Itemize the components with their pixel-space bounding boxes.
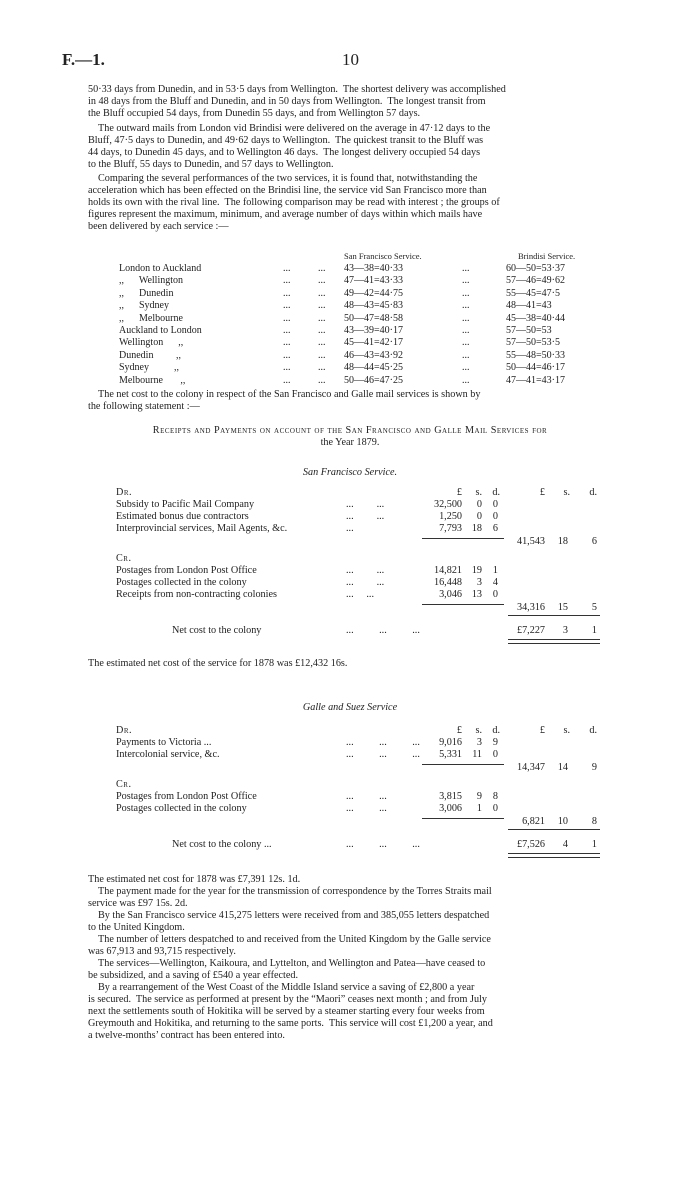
text-line: to the United Kingdom. [88,922,185,933]
item-label: Estimated bonus due contractors [116,511,249,522]
debit-row [0,499,700,511]
text-line: is secured. The service as performed at present by the “Maori” ceases next month ; and from July [88,994,487,1005]
net-double-rule [508,639,600,644]
total-pence: 9 [591,762,597,773]
credit-row [0,577,700,589]
item-shillings: 9 [476,791,482,802]
account-header-row [0,487,700,499]
comparison-br: 45—38=40·44 [506,312,565,324]
comparison-row [0,263,700,275]
text-line: The number of letters despatched to and received from the United Kingdom by the Galle service [98,934,491,945]
comparison-sf: 45—41=42·17 [344,337,403,349]
leader-dots: ... ... [346,791,387,802]
total-pounds: 34,316 [516,602,545,613]
leader-dots: ... [346,523,354,534]
leader-dots: ... [462,374,470,386]
item-pence: 1 [492,565,498,576]
comparison-row [0,337,700,349]
comparison-sf: 46—43=43·92 [344,349,403,361]
item-shillings: 3 [476,737,482,748]
comparison-br: 57—50=53·5 [506,337,560,349]
comparison-route: Dunedin ,, [119,349,181,361]
text-line: Bluff, 47·5 days to Dunedin, and 49·62 days to Wellington. The quickest transit to the Bluff was [88,135,484,146]
comparison-header [0,250,700,262]
leader-dots: ... [318,263,326,274]
leader-dots: ... ... [346,803,387,814]
comparison-sf: 43—38=40·33 [344,263,403,274]
text-line: the Bluff occupied 54 days, from Dunedin 55 days, and from Wellington 57 days. [88,108,421,119]
comparison-br: 50—44=46·17 [506,362,565,374]
text-line: in 48 days from the Bluff and Dunedin, and in 50 days from Wellington. The longest transit from [88,96,486,107]
pence-header: d. [492,487,500,498]
leader-dots: ... [462,287,470,299]
item-shillings: 0 [476,499,482,510]
leader-dots: ... ... ... [346,737,420,748]
receipts-title: Receipts and Payments on account of the San Francisco and Galle Mail Services for [152,425,548,436]
sf-estimate: The estimated net cost of the service for 1878 was £12,432 16s. [88,658,348,669]
item-label: Receipts from non-contracting colonies [116,589,277,600]
debit-row [0,523,700,535]
total-pence: 8 [591,816,597,827]
item-label: Postages collected in the colony [116,577,247,588]
leader-dots: ... ... ... [346,749,420,760]
debit-row [0,749,700,761]
total-rule [508,829,600,830]
debit-total-row [0,762,700,774]
leader-dots: ... [462,337,470,349]
pounds-header-total: £ [539,725,545,736]
shillings-header-total: s. [563,725,570,736]
total-pence: 6 [591,536,597,547]
item-pence: 0 [492,803,498,814]
total-rule [508,615,600,616]
credit-total-row [0,816,700,828]
comparison-sf: 48—43=45·83 [344,300,403,312]
leader-dots: ... [318,337,326,349]
comparison-br: 48—41=43 [506,300,552,312]
text-line: service was £97 15s. 2d. [88,898,188,909]
leader-dots: ... [283,300,291,312]
text-line: 44 days, to Dunedin 45 days, and to Wellington 46 days. The longest delivery occupied 54 days [88,147,481,158]
debit-row [0,737,700,749]
text-line: By the San Francisco service 415,275 letters were received from and 385,055 letters despatched [98,910,490,921]
net-pounds: £7,227 [516,625,545,636]
pence-header-total: d. [589,487,597,498]
brindisi-column-header: Brindisi Service. [518,251,576,261]
cr-heading: Cr. [116,553,132,564]
leader-dots: ... [462,312,470,324]
total-pounds: 14,347 [516,762,545,773]
item-label: Payments to Victoria ... [116,737,212,748]
comparison-sf: 48—44=45·25 [344,362,403,374]
comparison-br: 55—48=50·33 [506,349,565,361]
total-pence: 5 [591,602,597,613]
item-pence: 0 [492,749,498,760]
total-shillings: 18 [557,536,568,547]
comparison-route: ,, Melbourne [119,312,183,324]
item-pence: 6 [492,523,498,534]
total-pounds: 41,543 [516,536,545,547]
leader-dots: ... [318,312,326,324]
sf-column-header: San Francisco Service. [344,251,422,261]
net-double-rule [508,853,600,858]
comparison-sf: 50—47=48·58 [344,312,403,324]
comparison-br: 57—50=53 [506,325,552,336]
net-cost-row [0,839,700,851]
leader-dots: ... [283,325,291,336]
comparison-route: London to Auckland [119,263,202,274]
series-code: F.—1. [62,50,105,69]
leader-dots: ... [318,349,326,361]
leader-dots: ... [283,287,291,299]
item-label: Postages from London Post Office [116,565,257,576]
net-pence: 1 [591,625,597,636]
dr-heading: Dr. [116,725,133,736]
comparison-br: 60—50=53·37 [506,263,565,274]
debit-total-row [0,536,700,548]
comparison-row [0,275,700,287]
item-pounds: 3,815 [439,791,462,802]
leader-dots: ... [462,300,470,312]
item-pounds: 7,793 [439,523,462,534]
comparison-row [0,325,700,337]
comparison-row [0,288,700,300]
leader-dots: ... ... ... [346,839,420,850]
item-pence: 8 [492,791,498,802]
comparison-row [0,375,700,387]
dr-heading: Dr. [116,487,133,498]
credit-row [0,803,700,815]
net-cost-row [0,625,700,637]
leader-dots: ... ... [346,499,385,510]
leader-dots: ... [283,337,291,349]
leader-dots: ... [283,374,291,386]
item-shillings: 11 [472,749,482,760]
leader-dots: ... [283,263,291,274]
sf-account-title: San Francisco Service. [302,467,398,478]
item-pence: 0 [492,499,498,510]
item-pounds: 14,821 [433,565,462,576]
net-label: Net cost to the colony [172,625,262,636]
text-line: holds its own with the rival line. The following comparison may be read with interest ; the groups of [88,197,500,208]
cr-heading-row [0,553,700,565]
comparison-route: Wellington ,, [119,337,184,349]
item-label: Interprovincial services, Mail Agents, &c. [116,523,288,534]
item-shillings: 19 [471,565,482,576]
comparison-route: Melbourne ,, [119,374,186,386]
cr-heading-row [0,779,700,791]
text-line: acceleration which has been effected on the Brindisi line, the service vid San Francisco more than [88,185,487,196]
total-shillings: 14 [557,762,568,773]
text-line: to the Bluff, 55 days to Dunedin, and 57 days to Wellington. [88,159,334,170]
item-pounds: 5,331 [439,749,462,760]
item-pounds: 9,016 [439,737,462,748]
cr-heading: Cr. [116,779,132,790]
text-line: was 67,913 and 93,715 respectively. [88,946,236,957]
comparison-sf: 47—41=43·33 [344,275,403,287]
comparison-row [0,300,700,312]
item-label: Subsidy to Pacific Mail Company [116,499,255,510]
comparison-br: 47—41=43·17 [506,374,565,386]
text-line: The services—Wellington, Kaikoura, and Lyttelton, and Wellington and Patea—have ceased to [98,958,486,969]
text-line: Greymouth and Hokitika, and returning to the same ports. This service will cost £1,200 a year, and [88,1018,493,1029]
shillings-header-total: s. [563,487,570,498]
leader-dots: ... [283,312,291,324]
comparison-br: 57—46=49·62 [506,275,565,287]
leader-dots: ... [462,275,470,287]
item-shillings: 1 [476,803,482,814]
text-line: The net cost to the colony in respect of the San Francisco and Galle mail services is shown by [98,389,481,400]
comparison-row [0,362,700,374]
text-line: a twelve-months’ contract has been entered into. [88,1030,285,1041]
leader-dots: ... ... [346,565,385,576]
leader-dots: ... ... [346,511,385,522]
item-pounds: 32,500 [433,499,462,510]
total-shillings: 10 [557,816,568,827]
pounds-header-total: £ [539,487,545,498]
leader-dots: ... [318,275,326,287]
item-shillings: 13 [471,589,482,600]
text-line: The estimated net cost for 1878 was £7,391 12s. 1d. [88,874,301,885]
credit-total-row [0,602,700,614]
pounds-header: £ [456,487,462,498]
leader-dots: ... [462,325,470,336]
comparison-row [0,313,700,325]
comparison-route: Sydney ,, [119,362,179,374]
item-label: Postages from London Post Office [116,791,257,802]
text-line: next the settlements south of Hokitika will be served by a steamer starting every four weeks from [88,1006,485,1017]
net-label: Net cost to the colony ... [172,839,272,850]
comparison-sf: 50—46=47·25 [344,374,403,386]
item-pounds: 3,046 [439,589,462,600]
debit-row [0,511,700,523]
text-line: The outward mails from London vid Brindisi were delivered on the average in 47·12 days to the [98,123,491,134]
text-line: Comparing the several performances of the two services, it is found that, notwithstanding the [98,173,478,184]
text-line: been delivered by each service :— [88,221,229,232]
net-shillings: 4 [562,839,568,850]
comparison-route: ,, Dunedin [119,287,174,299]
leader-dots: ... [318,362,326,374]
item-pence: 4 [492,577,498,588]
comparison-route: ,, Sydney [119,300,169,312]
net-shillings: 3 [562,625,568,636]
leader-dots: ... ... [346,589,375,600]
item-label: Intercolonial service, &c. [116,749,220,760]
leader-dots: ... [318,374,326,386]
comparison-sf: 43—39=40·17 [344,325,403,336]
comparison-route: ,, Wellington [119,275,184,287]
leader-dots: ... [283,362,291,374]
item-shillings: 3 [476,577,482,588]
item-pounds: 3,006 [439,803,462,814]
net-pence: 1 [591,839,597,850]
galle-account-title: Galle and Suez Service [302,702,398,713]
leader-dots: ... ... [346,577,385,588]
net-pounds: £7,526 [516,839,545,850]
text-line: The payment made for the year for the transmission of correspondence by the Torres Straits mail [98,886,492,897]
page-number: 10 [342,50,359,69]
comparison-br: 55—45=47·5 [506,287,560,299]
item-shillings: 18 [471,523,482,534]
item-label: Postages collected in the colony [116,803,247,814]
credit-row [0,791,700,803]
item-pence: 0 [492,589,498,600]
item-shillings: 0 [476,511,482,522]
credit-row [0,589,700,601]
item-pounds: 16,448 [433,577,462,588]
comparison-route: Auckland to London [119,325,202,336]
item-pounds: 1,250 [439,511,462,522]
comparison-row [0,350,700,362]
pounds-header: £ [456,725,462,736]
shillings-header: s. [475,487,482,498]
item-pence: 0 [492,511,498,522]
leader-dots: ... [283,349,291,361]
text-line: be subsidized, and a saving of £540 a year effected. [88,970,298,981]
leader-dots: ... [318,287,326,299]
account-header-row [0,725,700,737]
leader-dots: ... [318,325,326,336]
pence-header-total: d. [589,725,597,736]
credit-row [0,565,700,577]
leader-dots: ... ... ... [346,625,420,636]
text-line: the following statement :— [88,401,200,412]
leader-dots: ... [283,275,291,287]
comparison-sf: 49—42=44·75 [344,287,403,299]
leader-dots: ... [462,263,470,274]
total-pounds: 6,821 [522,816,545,827]
receipts-title-line2: the Year 1879. [320,437,380,448]
text-line: By a rearrangement of the West Coast of the Middle Island service a saving of £2,800 a year [98,982,475,993]
text-line: figures represent the maximum, minimum, and average number of days within which mails have [88,209,483,220]
shillings-header: s. [475,725,482,736]
pence-header: d. [492,725,500,736]
item-pence: 9 [492,737,498,748]
text-line: 50·33 days from Dunedin, and in 53·5 days from Wellington. The shortest delivery was accomplished [88,84,506,95]
leader-dots: ... [462,349,470,361]
leader-dots: ... [318,300,326,312]
leader-dots: ... [462,362,470,374]
total-shillings: 15 [557,602,568,613]
